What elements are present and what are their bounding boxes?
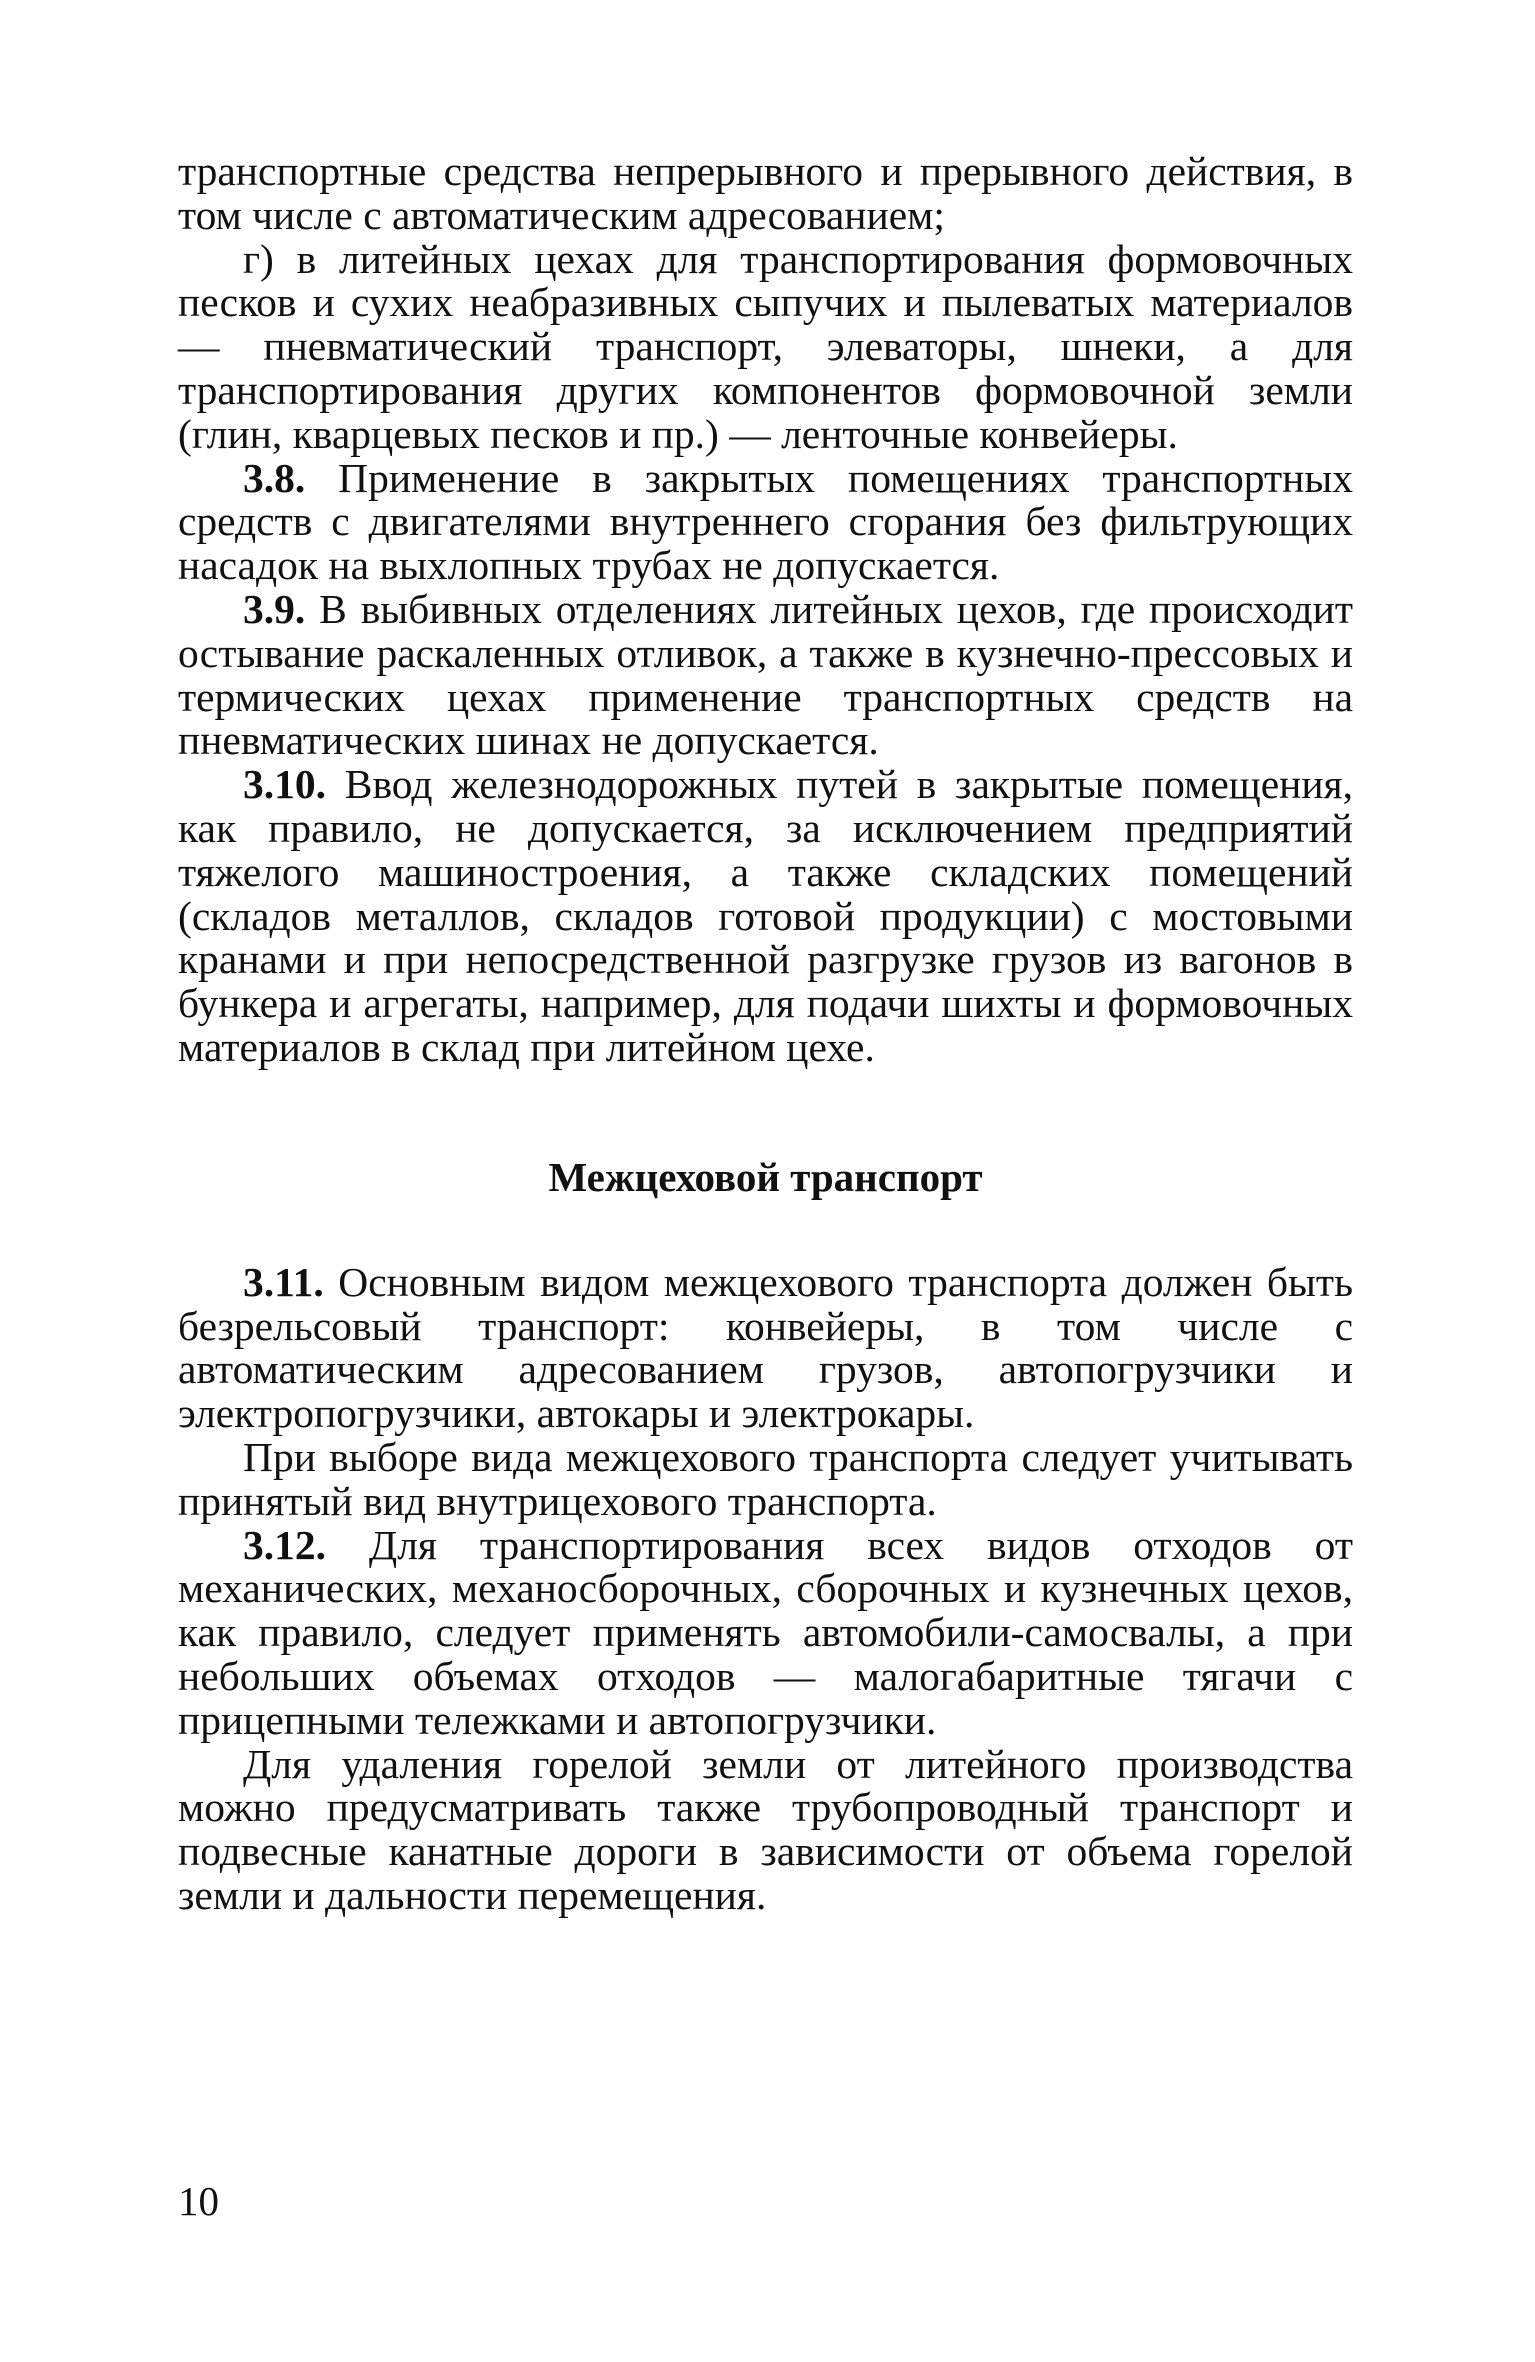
paragraph-text: При выборе вида межцехового транспорта следует учитывать принятый вид внутрицехового транспорта. — [178, 1433, 1353, 1524]
paragraph-3-10 — [178, 763, 1353, 1070]
paragraph-item-g — [178, 235, 1353, 457]
paragraph-continued — [178, 150, 1353, 238]
paragraph-text: транспортные средства непрерывного и прерывного действия, в том числе с автоматическим адресованием; — [178, 148, 1353, 238]
page-number: 10 — [178, 2178, 219, 2224]
clause-number: 3.8. — [243, 454, 306, 501]
paragraph-text: Применение в закрытых помещениях транспортных средств с двигателями внутреннего сгорания без фильтрующих насадок на выхлопных трубах не допускается. — [178, 454, 1353, 589]
clause-number: 3.11. — [243, 1258, 324, 1305]
paragraph-text: Для удаления горелой земли от литейного производства можно предусматривать также трубопроводный транспорт и подвесные канатные дороги в зависимости от объема горелой земли и дальности перемещения. — [178, 1740, 1353, 1918]
section-heading: Межцеховой транспорт — [548, 1153, 983, 1200]
paragraph-text: Основным видом межцехового транспорта должен быть безрельсовый транспорт: конвейеры, в том числе с автоматическим адресованием грузов, автопогрузчики и электропогрузчики, автокары и электрокары. — [178, 1258, 1353, 1437]
clause-number: 3.12. — [243, 1521, 326, 1568]
paragraph-3-9 — [178, 585, 1353, 764]
page-body — [178, 150, 1353, 1918]
paragraph-transport-choice — [178, 1433, 1353, 1524]
paragraph-burnt-soil-removal — [178, 1740, 1353, 1918]
paragraph-3-11 — [178, 1258, 1353, 1437]
paragraph-text: В выбивных отделениях литейных цехов, где происходит остывание раскаленных отливок, а также в кузнечно-прессовых и термических цехах применение транспортных средств на пневматических шинах не допускается. — [178, 585, 1353, 764]
paragraph-text: Ввод железнодорожных путей в закрытые помещения, как правило, не допускается, за исключением предприятий тяжелого машиностроения, а также складских помещений (складов металлов, складов готовой продукции) с мостовыми кранами и при непосредственной разгрузке грузов из вагонов в бункера и агрегаты, например, для подачи шихты и формовочных материалов в склад при литейном цехе. — [178, 761, 1353, 1070]
paragraph-text: Для транспортирования всех видов отходов от механических, механосборочных, сборочных и кузнечных цехов, как правило, следует применять автомобили-самосвалы, а при небольших объемах отходов — малогабаритные тягачи с прицепными тележками и автопогрузчики. — [178, 1521, 1353, 1743]
paragraph-3-12 — [178, 1521, 1353, 1743]
paragraph-3-8 — [178, 454, 1353, 589]
clause-number: 3.10. — [243, 761, 326, 808]
clause-number: 3.9. — [243, 585, 306, 632]
paragraph-text: г) в литейных цехах для транспортирования формовочных песков и сухих неабразивных сыпучих и пылеватых материалов — пневматический транспорт, элеваторы, шнеки, а для транспортирования других компонентов формовочной земли (глин, кварцевых песков и пр.) — ленточные конвейеры. — [178, 235, 1353, 457]
